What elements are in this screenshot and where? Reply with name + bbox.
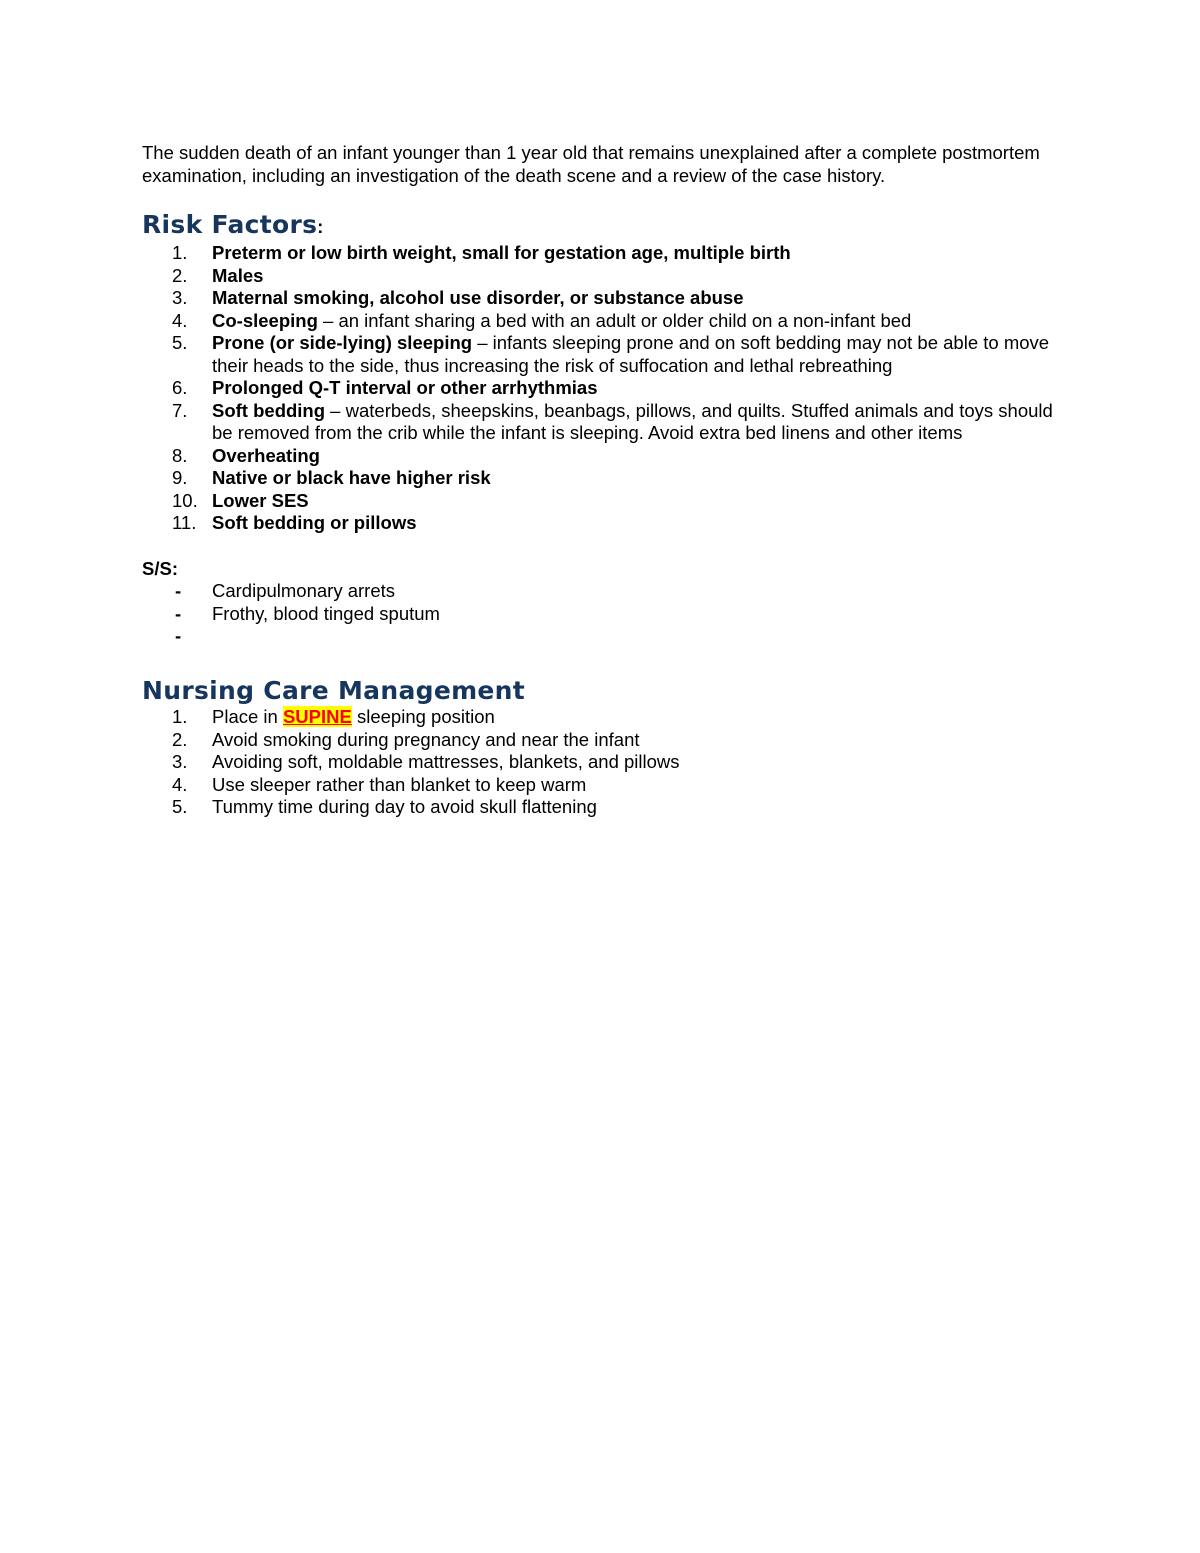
risk-factor-item (142, 242, 1057, 265)
bullet-marker: - (175, 625, 182, 646)
risk-factor-item (142, 512, 1057, 535)
list-number: 2. (172, 728, 188, 750)
risk-factor-item (142, 332, 1057, 377)
risk-factor-title: Lower SES (212, 489, 309, 511)
risk-factors-heading-text: Risk Factors (142, 210, 318, 239)
care-text-after: sleeping position (351, 706, 495, 727)
risk-factor-title: Prolonged Q-T interval or other arrhythmias (212, 377, 598, 398)
risk-factor-title: Overheating (212, 444, 320, 466)
list-number: 6. (172, 377, 188, 398)
risk-factor-item (142, 265, 1057, 288)
risk-factor-item (142, 310, 1057, 333)
list-number: 5. (172, 332, 188, 353)
risk-factor-item (142, 467, 1057, 490)
care-text: Avoid smoking during pregnancy and near the infant (212, 728, 640, 750)
care-text-before: Place in (212, 706, 283, 727)
risk-factors-list (142, 242, 1057, 535)
bullet-marker: - (175, 580, 182, 601)
risk-factor-item (142, 287, 1057, 310)
care-text: Avoiding soft, moldable mattresses, blankets, and pillows (212, 751, 680, 772)
care-item (142, 796, 1057, 819)
risk-factor-item (142, 377, 1057, 400)
risk-factor-title: Soft bedding or pillows (212, 512, 417, 533)
list-item (142, 580, 1057, 603)
risk-factor-detail: – infants sleeping prone and on soft bedding may not be able to move their heads to the side, thus increasing the risk of suffocation and lethal rebreathing (212, 332, 1050, 376)
list-number: 2. (172, 264, 188, 286)
list-number: 1. (172, 242, 188, 263)
risk-factor-title: Native or black have higher risk (212, 467, 491, 488)
risk-factor-title: Preterm or low birth weight, small for gestation age, multiple birth (212, 242, 791, 263)
list-number: 9. (172, 467, 188, 488)
list-number: 5. (172, 796, 188, 817)
care-item (142, 706, 1057, 729)
risk-factor-detail: – an infant sharing a bed with an adult or older child on a non-infant bed (317, 309, 912, 331)
sign-symptom-text: Frothy, blood tinged sputum (212, 602, 440, 624)
risk-factor-item (142, 445, 1057, 468)
list-number: 10. (172, 489, 198, 511)
list-number: 4. (172, 773, 188, 795)
care-text: Tummy time during day to avoid skull flattening (212, 796, 597, 817)
nursing-care-list (142, 706, 1057, 819)
document-page (142, 141, 1057, 819)
nursing-care-heading: Nursing Care Management (142, 676, 526, 705)
list-item (142, 625, 1057, 653)
list-number: 3. (172, 751, 188, 772)
signs-symptoms-list (142, 580, 1057, 653)
risk-factor-title: Co-sleeping (212, 309, 318, 331)
care-item (142, 751, 1057, 774)
intro-paragraph: The sudden death of an infant younger than 1 year old that remains unexplained after a complete postmortem examination, including an investigation of the death scene and a review of the case history. (142, 142, 1040, 186)
risk-factors-heading (142, 210, 1057, 242)
list-item (142, 603, 1057, 626)
list-number: 4. (172, 309, 188, 331)
care-item (142, 729, 1057, 752)
risk-factor-title: Soft bedding (212, 399, 326, 421)
care-item (142, 774, 1057, 797)
risk-factor-item (142, 400, 1057, 445)
risk-factors-heading-colon: : (317, 217, 324, 237)
bullet-marker: - (175, 602, 182, 624)
sign-symptom-text: Cardipulmonary arrets (212, 580, 396, 601)
risk-factor-item (142, 490, 1057, 513)
supine-highlight: SUPINE (282, 706, 352, 727)
risk-factor-detail: – waterbeds, sheepskins, beanbags, pillows, and quilts. Stuffed animals and toys should be removed from the crib while the infant is sleeping. Avoid extra bed linens and other items (212, 399, 1053, 443)
list-number: 7. (172, 399, 188, 421)
risk-factor-title: Maternal smoking, alcohol use disorder, or substance abuse (212, 287, 744, 308)
list-number: 3. (172, 287, 188, 308)
list-number: 11. (172, 512, 197, 533)
risk-factor-title: Prone (or side-lying) sleeping (212, 332, 473, 353)
care-text: Use sleeper rather than blanket to keep warm (212, 773, 587, 795)
signs-symptoms-label: S/S: (142, 557, 178, 579)
risk-factor-title: Males (212, 264, 264, 286)
list-number: 8. (172, 444, 188, 466)
list-number: 1. (172, 706, 188, 727)
